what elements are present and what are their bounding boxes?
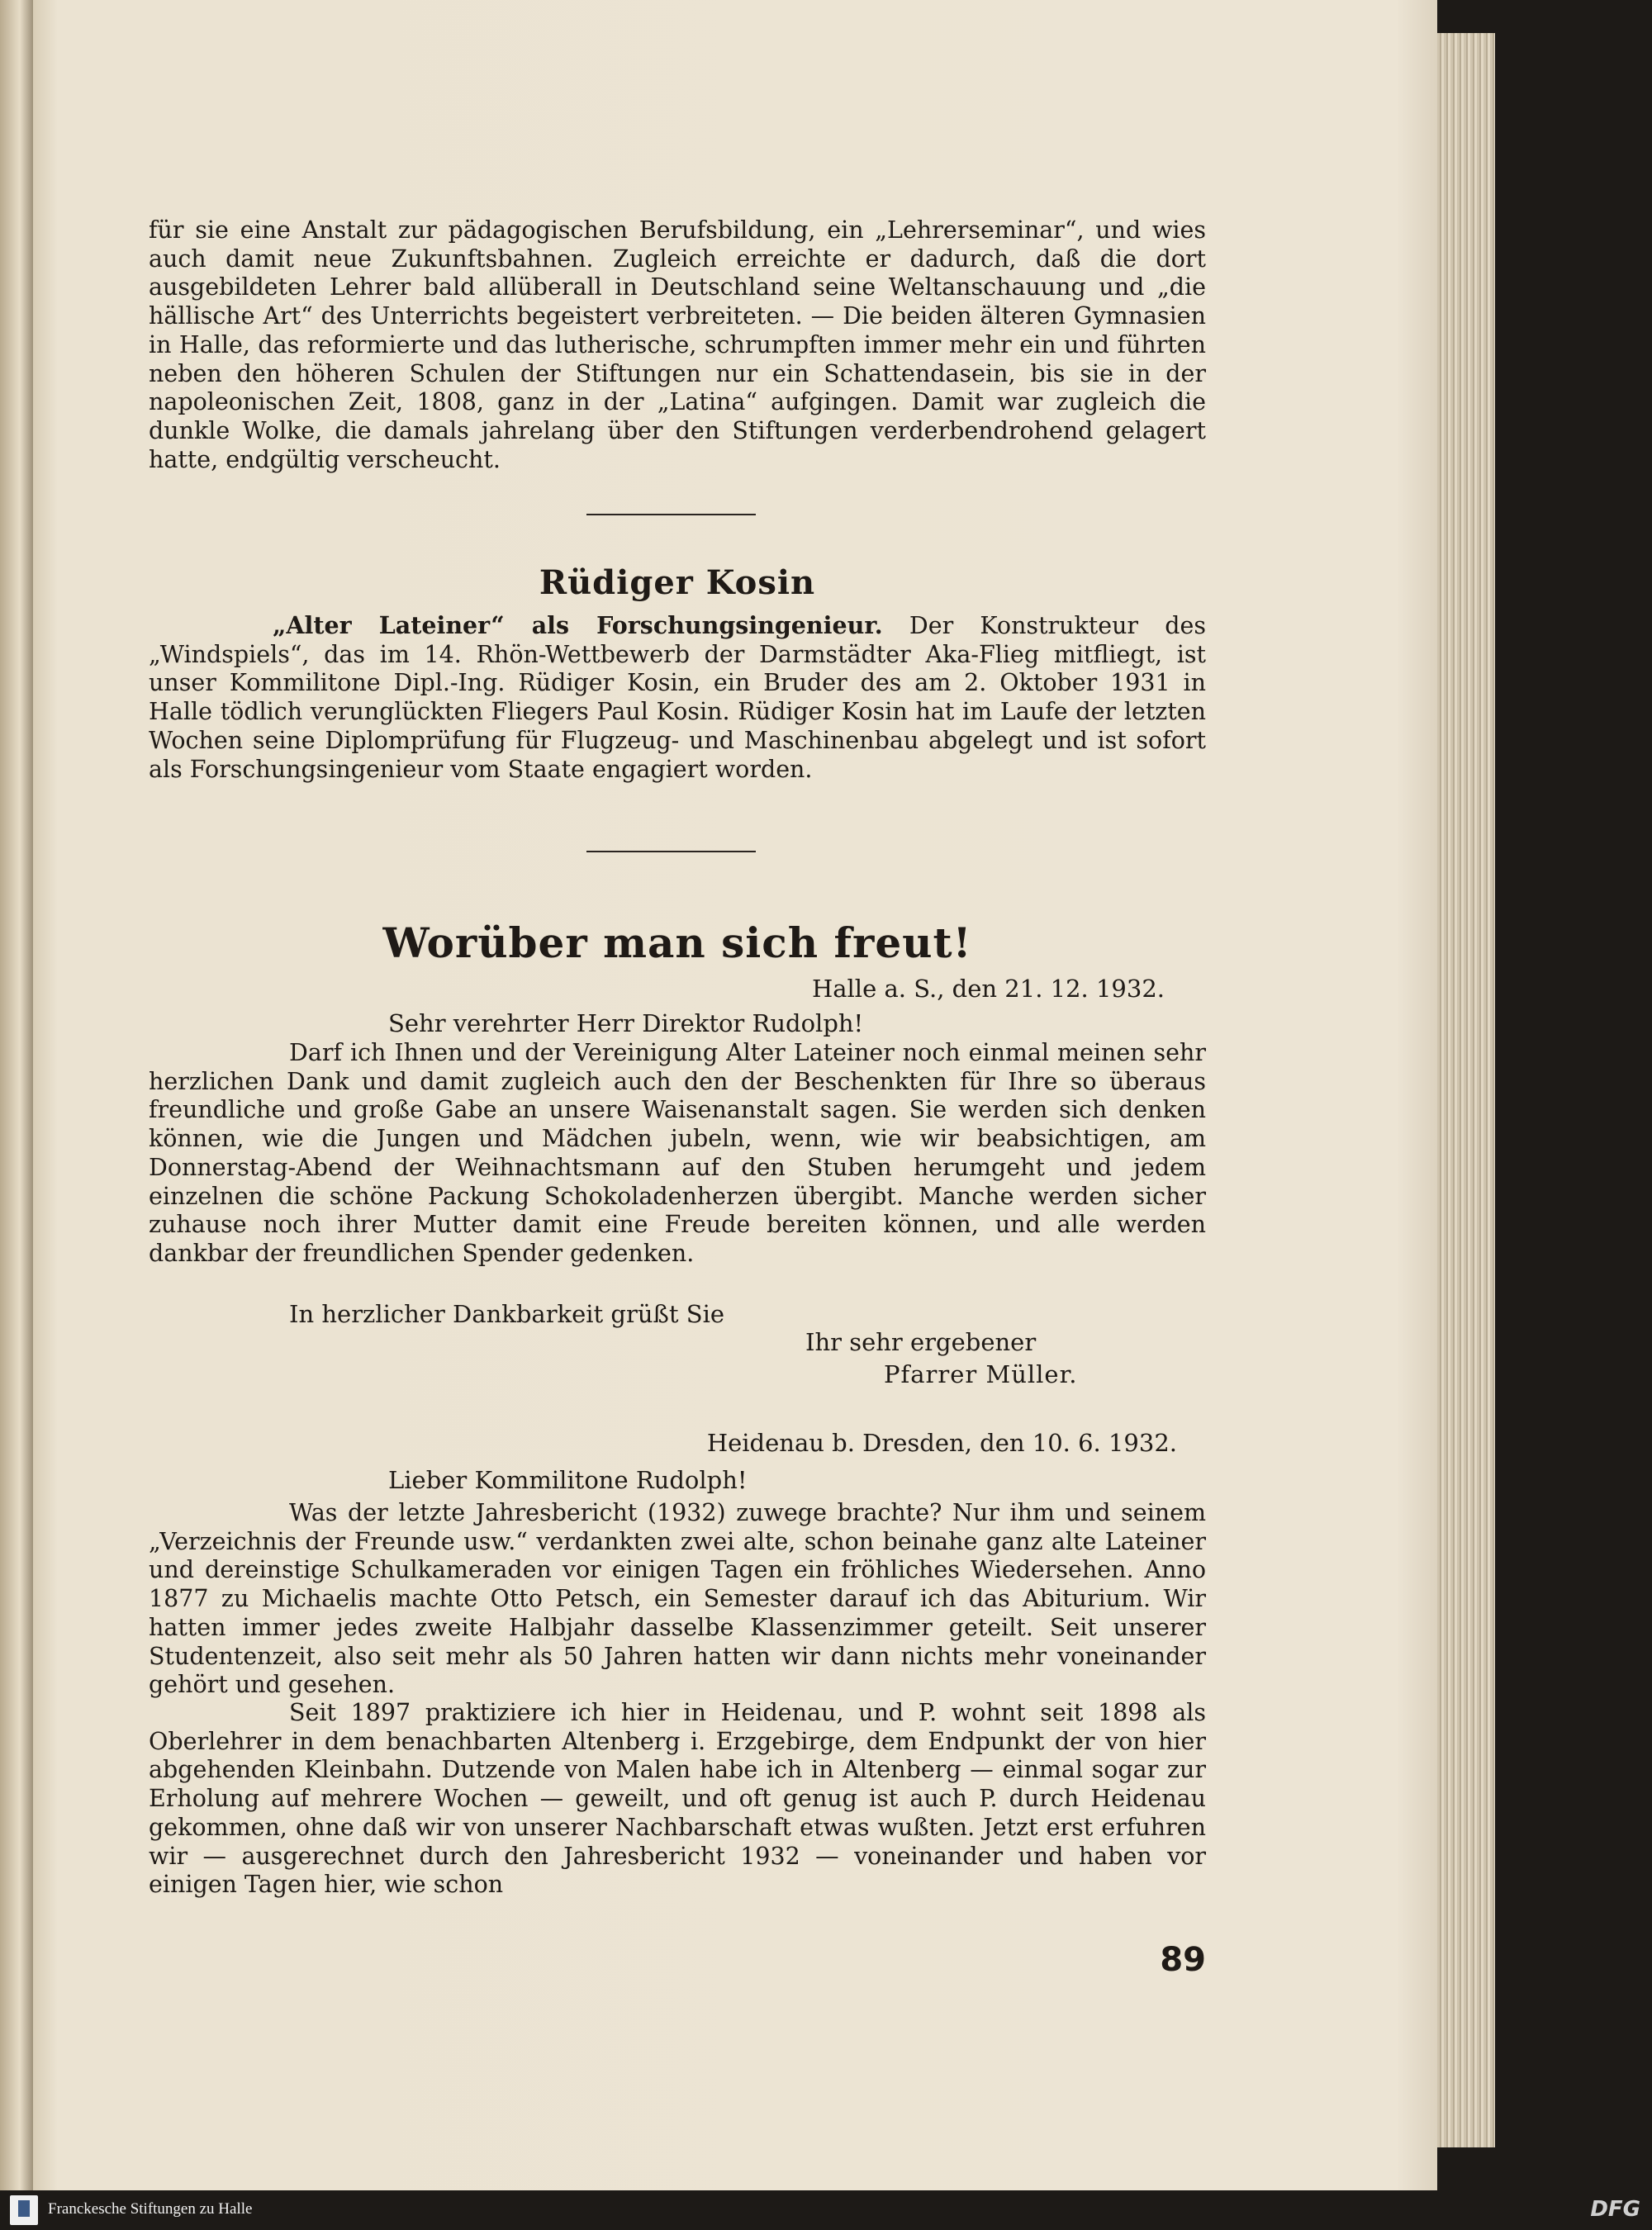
- letter1-salutation: Sehr verehrter Herr Direktor Rudolph!: [388, 1009, 864, 1037]
- dfg-logo: DFG: [1590, 2197, 1640, 2222]
- letter2-body-1: Was der letzte Jahresbericht (1932) zuwege brachte? Nur ihm und seinem „Verzeichnis der Freunde usw.“ verdankten zwei alte, schon beinahe ganz alte Lateiner und dereinstige Schulkameraden vor einigen Tagen ein fröhliches Wiedersehen. Anno 1877 zu Michaelis machte Otto Petsch, ein Semester darauf ich das Abiturium. Wir hatten immer jedes zweite Halbjahr dasselbe Klassenzimmer geteilt. Seit unserer Studentenzeit, also seit mehr als 50 Jahren hatten wir dann nichts mehr voneinander gehört und gesehen.: [149, 1499, 1206, 1699]
- letter2-salutation: Lieber Kommilitone Rudolph!: [388, 1466, 748, 1494]
- letter1-signature: Pfarrer Müller.: [884, 1360, 1078, 1388]
- institution-name: Franckesche Stiftungen zu Halle: [48, 2200, 253, 2218]
- institution-logo-icon: [10, 2195, 38, 2225]
- letter1-closing-2: Ihr sehr ergebener: [805, 1328, 1037, 1356]
- heading-freut: Worüber man sich freut!: [382, 918, 972, 967]
- letter2-place-date: Heidenau b. Dresden, den 10. 6. 1932.: [706, 1429, 1177, 1457]
- section-divider: [586, 514, 756, 515]
- kosin-lead: „Alter Lateiner“ als Forschungsingenieur.: [273, 611, 883, 639]
- page-number: 89: [1160, 1941, 1206, 1979]
- viewer-footer: [0, 2190, 1652, 2230]
- paragraph-stiftungen: für sie eine Anstalt zur pädagogischen Berufsbildung, ein „Lehrerseminar“, und wies auch damit neue Zukunftsbahnen. Zugleich erreichte er dadurch, daß die dort ausgebildeten Lehrer bald allüberall in Deutschland seine Weltanschauung und „die hällische Art“ des Unterrichts begeistert verbreiteten. — Die beiden älteren Gymnasien in Halle, das reformierte und das lutherische, schrumpften immer mehr ein und führten neben den höheren Schulen der Stiftungen nur ein Schattendasein, bis sie in der napoleonischen Zeit, 1808, ganz in der „Latina“ aufgingen. Damit war zugleich die dunkle Wolke, die damals jahrelang über den Stiftungen verderbendrohend gelagert hatte, endgültig verscheucht.: [149, 216, 1206, 473]
- letter2-body-2: Seit 1897 praktiziere ich hier in Heidenau, und P. wohnt seit 1898 als Oberlehrer in dem benachbarten Altenberg i. Erzgebirge, dem Endpunkt der von hier abgehenden Kleinbahn. Dutzende von Malen habe ich in Altenberg — einmal sogar zur Erholung auf mehrere Wochen — geweilt, und oft genug ist auch P. durch Heidenau gekommen, ohne daß wir von unserer Nachbarschaft etwas wußten. Jetzt erst erfuhren wir — ausgerechnet durch den Jahresbericht 1932 — voneinander und haben vor einigen Tagen hier, wie schon: [149, 1699, 1206, 1899]
- letter1-closing: In herzlicher Dankbarkeit grüßt Sie: [289, 1300, 725, 1328]
- kosin-body: Der Konstrukteur des „Windspiels“, das im 14. Rhön-Wettbewerb der Darmstädter Aka-Flieg mitfliegt, ist unser Kommilitone Dipl.-Ing. Rüdiger Kosin, ein Bruder des am 2. Oktober 1931 in Halle tödlich verunglückten Fliegers Paul Kosin. Rüdiger Kosin hat im Laufe der letzten Wochen seine Diplomprüfung für Flugzeug- und Maschinenbau abgelegt und ist sofort als Forschungsingenieur vom Staate engagiert worden.: [149, 612, 1206, 783]
- heading-kosin: Rüdiger Kosin: [539, 563, 816, 602]
- book-spine: [0, 0, 33, 2190]
- page-edges: [1437, 33, 1495, 2147]
- section-divider-2: [586, 851, 756, 852]
- letter1-body: Darf ich Ihnen und der Vereinigung Alter Lateiner noch einmal meinen sehr herzlichen Dank und damit zugleich auch den der Beschenkten für Ihre so überaus freundliche und große Gabe an unsere Waisenanstalt sagen. Sie werden sich denken können, wie die Jungen und Mädchen jubeln, wenn, wie wir beabsichtigen, am Donnerstag-Abend der Weihnachtsmann auf den Stuben herumgeht und jedem einzelnen die schöne Packung Schokoladenherzen übergibt. Manche werden sicher zuhause noch ihrer Mutter damit eine Freude bereiten können, und alle werden dankbar der freundlichen Spender gedenken.: [149, 1039, 1206, 1267]
- paragraph-kosin: [149, 611, 1206, 784]
- letter1-place-date: Halle a. S., den 21. 12. 1932.: [811, 975, 1165, 1003]
